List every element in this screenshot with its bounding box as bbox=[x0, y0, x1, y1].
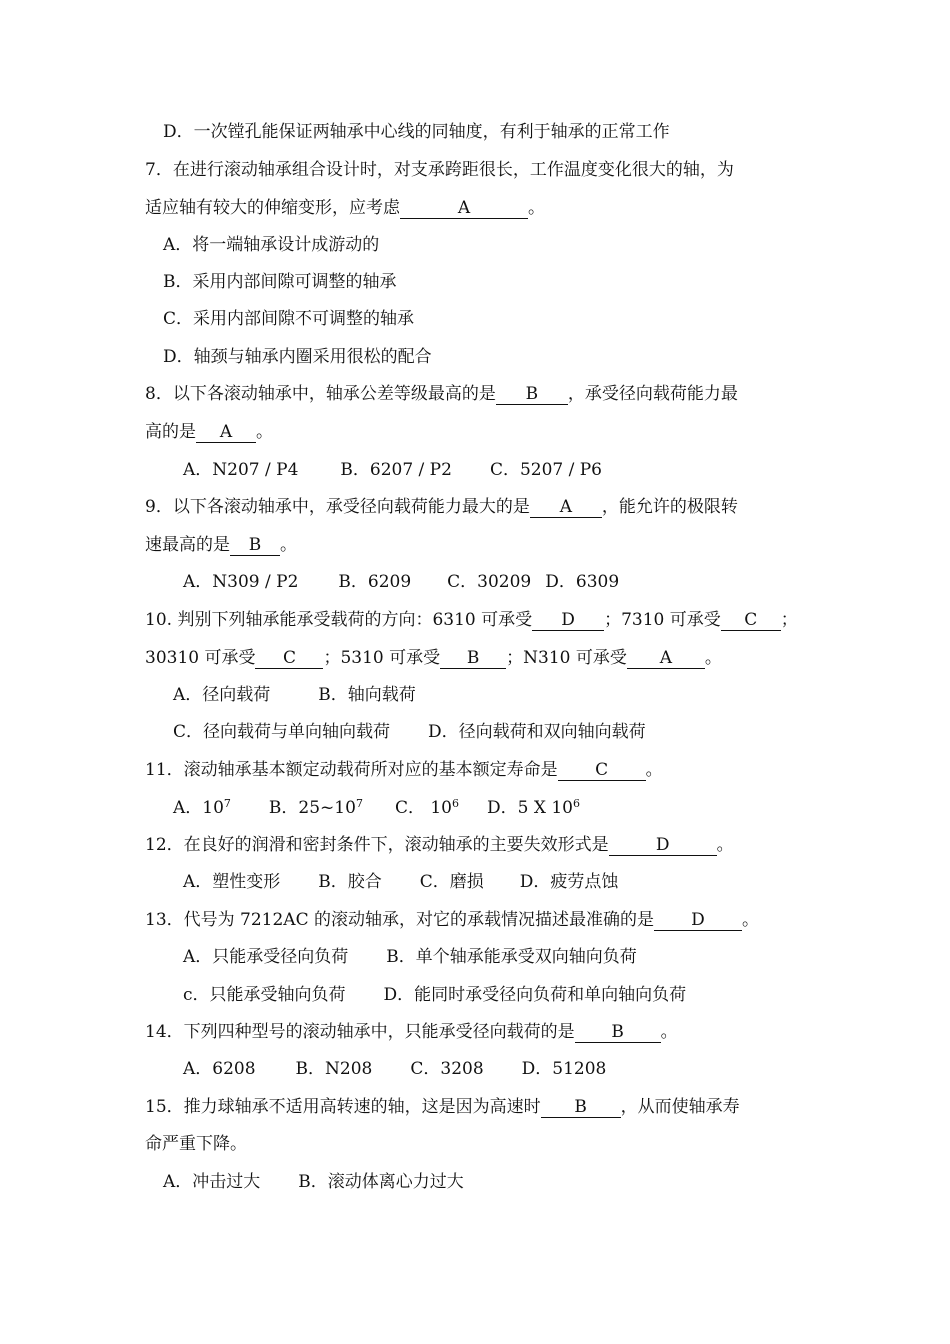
q11-answer-blank: C bbox=[558, 760, 646, 781]
q9-option-a: A．N309 / P2 bbox=[183, 572, 299, 592]
q7-stem-text: 适应轴有较大的伸缩变形，应考虑 bbox=[145, 198, 400, 218]
q10-stem-line2 bbox=[145, 646, 815, 670]
q8-option-a: A．N207 / P4 bbox=[183, 460, 299, 480]
q11-stem bbox=[145, 758, 815, 782]
q12-options bbox=[183, 870, 853, 894]
q9-stem-mid: ，能允许的极限转 bbox=[601, 497, 738, 517]
q15-stem-mid: ，从而使轴承寿 bbox=[620, 1097, 740, 1117]
q15-stem-text: 15．推力球轴承不适用高转速的轴，这是因为高速时 bbox=[145, 1097, 541, 1117]
q14-option-c: C．3208 bbox=[410, 1059, 484, 1079]
q10-option-b: B．轴向载荷 bbox=[318, 685, 416, 705]
q7-stem-line2 bbox=[145, 196, 815, 220]
q13-option-a: A．只能承受径向负荷 bbox=[183, 947, 349, 967]
q9-answer-blank-2: B bbox=[230, 535, 280, 556]
q8-stem-text-2: 高的是 bbox=[145, 422, 196, 442]
q14-option-b: B．N208 bbox=[295, 1059, 373, 1079]
q8-stem-line2 bbox=[145, 420, 815, 444]
q11-stem-text: 11．滚动轴承基本额定动载荷所对应的基本额定寿命是 bbox=[145, 760, 558, 780]
q11-stem-end: 。 bbox=[645, 760, 663, 780]
q14-options bbox=[183, 1057, 853, 1081]
q12-answer-blank: D bbox=[609, 835, 717, 856]
q8-option-b: B．6207 / P2 bbox=[340, 460, 452, 480]
q13-stem-end: 。 bbox=[742, 910, 759, 930]
q14-stem bbox=[145, 1020, 815, 1044]
q10-answer-blank-1: D bbox=[532, 610, 604, 631]
q13-stem-text: 13．代号为 7212AC 的滚动轴承，对它的承载情况描述最准确的是 bbox=[145, 910, 654, 930]
q11-option-c: C． $10^6$ bbox=[394, 797, 459, 818]
q9-stem-end: 。 bbox=[280, 535, 297, 555]
q9-stem-line2 bbox=[145, 533, 815, 557]
q7-answer-blank: A bbox=[400, 198, 528, 219]
q9-stem-text: 9．以下各滚动轴承中，承受径向载荷能力最大的是 bbox=[145, 497, 530, 517]
q10-stem-line1 bbox=[145, 608, 815, 632]
q11-options bbox=[173, 796, 843, 820]
q13-option-b: B．单个轴承能承受双向轴向负荷 bbox=[386, 947, 637, 967]
q10-answer-blank-3: C bbox=[255, 648, 323, 669]
q13-option-c: c．只能承受轴向负荷 bbox=[183, 985, 346, 1005]
q9-stem-line1 bbox=[145, 495, 815, 519]
q7-option-c: C．采用内部间隙不可调整的轴承 bbox=[163, 309, 415, 329]
q9-stem-text-2: 速最高的是 bbox=[145, 535, 230, 555]
q13-answer-blank: D bbox=[654, 910, 742, 931]
q10-option-a: A．径向载荷 bbox=[173, 685, 271, 705]
q12-option-b: B．胶合 bbox=[318, 872, 382, 892]
q14-answer-blank: B bbox=[575, 1022, 661, 1043]
q12-stem-text: 12．在良好的润滑和密封条件下，滚动轴承的主要失效形式是 bbox=[145, 835, 609, 855]
q9-option-b: B．6209 bbox=[338, 572, 412, 592]
q11-option-b: B．$25\sim 10^7$ bbox=[268, 797, 363, 818]
q14-stem-end: 。 bbox=[660, 1022, 678, 1042]
q10-stem-text-4: ；N310 可承受 bbox=[506, 648, 627, 668]
q8-stem-mid: ，承受径向载荷能力最 bbox=[567, 384, 738, 404]
q8-stem-line1 bbox=[145, 382, 815, 406]
q8-option-c: C．5207 / P6 bbox=[489, 460, 602, 480]
q15-options bbox=[163, 1170, 833, 1194]
q13-options-row1 bbox=[183, 945, 853, 969]
q14-stem-text: 14．下列四种型号的滚动轴承中，只能承受径向载荷的是 bbox=[145, 1022, 575, 1042]
q15-stem-line2: 命严重下降。 bbox=[145, 1134, 247, 1154]
q9-options bbox=[183, 570, 853, 594]
q8-answer-blank-2: A bbox=[196, 422, 256, 443]
q10-answer-blank-5: A bbox=[627, 648, 705, 669]
q7-stem-end: 。 bbox=[528, 198, 545, 218]
q15-stem-line1 bbox=[145, 1095, 815, 1119]
q10-stem-text: 10. 判别下列轴承能承受载荷的方向：6310 可承受 bbox=[145, 610, 533, 630]
q15-option-a: A．冲击过大 bbox=[163, 1172, 261, 1192]
q13-option-d: D．能同时承受径向负荷和单向轴向负荷 bbox=[383, 985, 687, 1005]
q9-option-d: D．6309 bbox=[545, 572, 620, 592]
q10-answer-blank-2: C bbox=[721, 610, 781, 631]
q12-stem-end: 。 bbox=[716, 835, 734, 855]
q12-option-a: A．塑性变形 bbox=[183, 872, 281, 892]
q10-stem-text-2: 30310 可承受 bbox=[145, 648, 256, 668]
q10-option-c: C．径向载荷与单向轴向载荷 bbox=[173, 722, 391, 742]
q10-option-d: D．径向载荷和双向轴向载荷 bbox=[428, 722, 646, 742]
q10-stem-end: 。 bbox=[704, 648, 722, 668]
q7-option-a: A．将一端轴承设计成游动的 bbox=[163, 235, 380, 255]
q12-stem bbox=[145, 833, 815, 857]
q10-options-row2 bbox=[173, 720, 843, 744]
q8-answer-blank-1: B bbox=[496, 384, 568, 405]
q8-stem-text: 8．以下各滚动轴承中，轴承公差等级最高的是 bbox=[145, 384, 496, 404]
q11-option-a: A．$10^7$ bbox=[173, 797, 231, 818]
q8-stem-end: 。 bbox=[256, 422, 273, 442]
q13-options-row2 bbox=[183, 983, 853, 1007]
q9-answer-blank-1: A bbox=[530, 497, 602, 518]
q15-answer-blank: B bbox=[541, 1097, 621, 1118]
q14-option-a: A．6208 bbox=[183, 1059, 256, 1079]
q15-option-b: B．滚动体离心力过大 bbox=[298, 1172, 464, 1192]
q11-option-d: D．5 X $10^6$ bbox=[486, 797, 580, 818]
q10-stem-text-3: ；5310 可承受 bbox=[323, 648, 441, 668]
q10-stem-mid-2: ； bbox=[780, 610, 798, 630]
q6-option-d: D．一次镗孔能保证两轴承中心线的同轴度，有利于轴承的正常工作 bbox=[163, 122, 670, 142]
q9-option-c: C．30209 bbox=[447, 572, 532, 592]
q10-stem-mid-1: ；7310 可承受 bbox=[604, 610, 721, 630]
q8-options bbox=[183, 458, 853, 482]
q10-options-row1 bbox=[173, 683, 843, 707]
q7-option-d: D．轴颈与轴承内圈采用很松的配合 bbox=[163, 347, 432, 367]
q13-stem bbox=[145, 908, 815, 932]
q14-option-d: D．51208 bbox=[521, 1059, 607, 1079]
q12-option-c: C．磨损 bbox=[419, 872, 484, 892]
q10-answer-blank-4: B bbox=[440, 648, 506, 669]
q12-option-d: D．疲劳点蚀 bbox=[519, 872, 619, 892]
q7-stem-line1: 7．在进行滚动轴承组合设计时，对支承跨距很长，工作温度变化很大的轴，为 bbox=[145, 160, 734, 180]
q7-option-b: B．采用内部间隙可调整的轴承 bbox=[163, 272, 397, 292]
